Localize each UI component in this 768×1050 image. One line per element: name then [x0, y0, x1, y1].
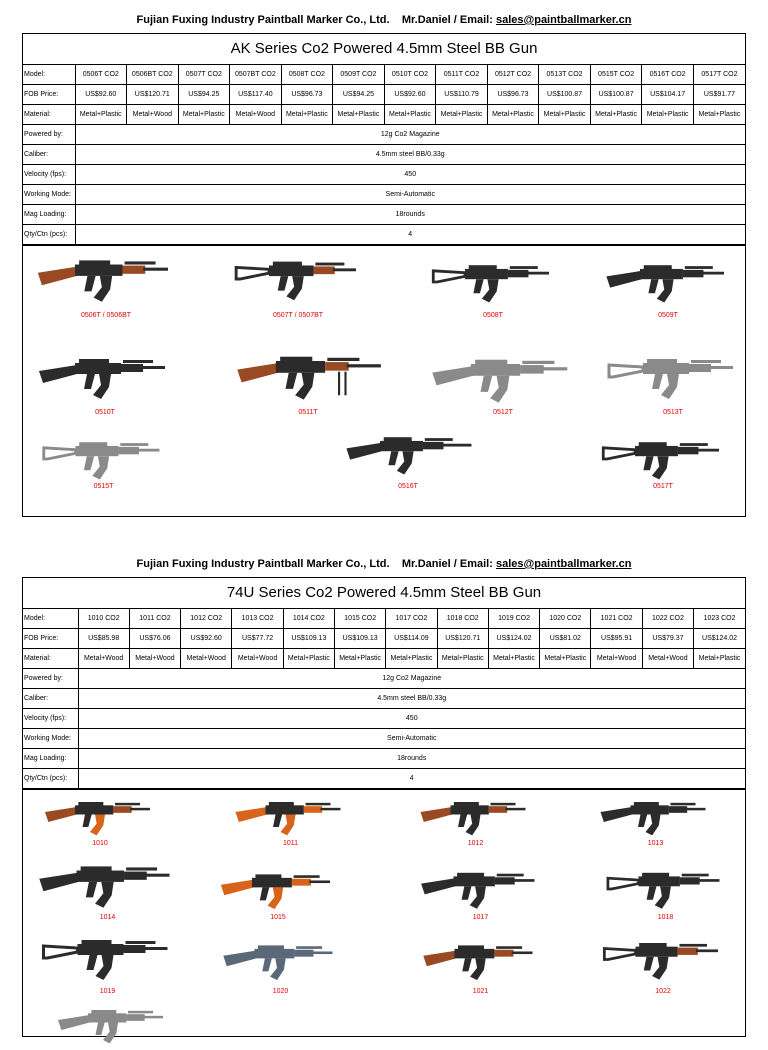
price-cell: US$92.60 — [75, 85, 127, 105]
bb-gun-photo — [588, 792, 723, 842]
product-caption: 0517T — [653, 483, 673, 490]
row-label: Mag Loading: — [23, 205, 75, 225]
product-caption: 1020 — [272, 988, 289, 995]
product-image — [408, 792, 543, 842]
product-caption: 1014 — [99, 914, 116, 921]
material-cell: Metal+Plastic — [694, 649, 745, 669]
bb-gun-photo — [48, 1000, 178, 1050]
material-cell: Metal+Plastic — [540, 649, 591, 669]
product-caption: 0507T / 0507BT — [272, 312, 324, 319]
product-caption: 1018 — [657, 914, 674, 921]
bb-gun-photo — [31, 248, 181, 310]
bb-gun-photo — [418, 254, 568, 310]
price-cell: US$117.40 — [230, 85, 282, 105]
model-cell: 1012 CO2 — [181, 609, 232, 629]
price-cell: US$109.13 — [283, 629, 334, 649]
model-cell: 0506BT CO2 — [127, 65, 179, 85]
product-image — [35, 792, 165, 842]
shared-spec-value: 4.5mm steel BB/0.33g — [78, 689, 745, 709]
model-cell: 1018 CO2 — [437, 609, 488, 629]
material-cell: Metal+Plastic — [333, 105, 385, 125]
model-cell: 0517T CO2 — [693, 65, 745, 85]
bb-gun-photo — [35, 928, 180, 988]
product-gallery — [23, 245, 745, 508]
material-cell: Metal+Plastic — [488, 649, 539, 669]
product-caption: 1015 — [270, 914, 286, 921]
product-image — [208, 935, 353, 987]
bb-gun-photo — [408, 862, 553, 916]
material-cell: Metal+Plastic — [283, 649, 334, 669]
price-cell: US$92.60 — [384, 85, 436, 105]
product-caption: 0512T — [493, 409, 513, 416]
product-image — [593, 862, 738, 916]
product-caption: 1017 — [472, 914, 489, 921]
material-cell: Metal+Plastic — [487, 105, 539, 125]
product-image — [588, 431, 738, 487]
model-cell: 1011 CO2 — [129, 609, 180, 629]
row-label: Qty/Ctn (pcs): — [23, 225, 75, 245]
model-cell: 0506T CO2 — [75, 65, 127, 85]
contact-label: Mr.Daniel / Email: — [401, 14, 493, 26]
row-label: Material: — [23, 105, 75, 125]
spec-row — [23, 689, 745, 709]
material-cell: Metal+Wood — [232, 649, 283, 669]
material-cell: Metal+Plastic — [386, 649, 437, 669]
model-cell: 1021 CO2 — [591, 609, 642, 629]
spec-row — [23, 769, 745, 789]
product-caption: 1010 — [92, 840, 108, 847]
price-cell: US$77.72 — [232, 629, 283, 649]
shared-spec-value: 450 — [75, 165, 745, 185]
model-cell: 0507BT CO2 — [230, 65, 282, 85]
shared-spec-value: 12g Co2 Magazine — [75, 125, 745, 145]
row-label: FOB Price: — [23, 85, 75, 105]
spec-row — [23, 669, 745, 689]
model-cell: 0512T CO2 — [487, 65, 539, 85]
shared-spec-value: 450 — [78, 709, 745, 729]
material-cell: Metal+Plastic — [437, 649, 488, 669]
price-cell: US$79.37 — [642, 629, 693, 649]
material-cell: Metal+Plastic — [693, 105, 745, 125]
product-image — [588, 792, 723, 842]
email-link[interactable]: sales@paintballmarker.cn — [495, 558, 632, 570]
bb-gun-photo — [208, 935, 353, 987]
model-row — [23, 609, 745, 629]
model-cell: 1014 CO2 — [283, 609, 334, 629]
spec-row — [23, 729, 745, 749]
product-caption: 0515T — [93, 483, 114, 490]
price-cell: US$92.60 — [181, 629, 232, 649]
model-cell: 1010 CO2 — [78, 609, 129, 629]
contact-label: Mr.Daniel / Email: — [401, 558, 493, 570]
product-caption: 1011 — [282, 840, 299, 847]
product-image — [31, 431, 176, 487]
shared-spec-value: 4.5mm steel BB/0.33g — [75, 145, 745, 165]
model-cell: 1015 CO2 — [334, 609, 385, 629]
shared-spec-value: Semi-Automatic — [78, 729, 745, 749]
product-image — [603, 346, 743, 408]
material-cell: Metal+Wood — [127, 105, 179, 125]
material-row — [23, 649, 745, 669]
product-caption: 0511T — [298, 409, 318, 416]
price-cell: US$109.13 — [334, 629, 385, 649]
material-cell: Metal+Plastic — [178, 105, 230, 125]
row-label: Qty/Ctn (pcs): — [23, 769, 78, 789]
price-cell: US$76.06 — [129, 629, 180, 649]
product-image — [31, 248, 181, 310]
price-cell: US$81.02 — [540, 629, 591, 649]
price-row — [23, 85, 745, 105]
bb-gun-photo — [223, 792, 358, 842]
shared-spec-value: 4 — [78, 769, 745, 789]
product-image — [418, 254, 568, 310]
product-image — [233, 341, 383, 411]
row-label: Mag Loading: — [23, 749, 78, 769]
model-cell: 0510T CO2 — [384, 65, 436, 85]
spec-row — [23, 749, 745, 769]
bb-gun-photo — [31, 431, 176, 487]
product-image — [48, 1000, 178, 1050]
spec-table — [23, 609, 745, 789]
product-image — [35, 928, 180, 988]
bb-gun-photo — [233, 341, 383, 411]
product-gallery — [23, 789, 745, 1050]
bb-gun-photo — [35, 792, 165, 842]
bb-gun-photo — [408, 935, 553, 987]
material-cell: Metal+Plastic — [436, 105, 488, 125]
model-cell: 0515T CO2 — [590, 65, 642, 85]
bb-gun-photo — [588, 431, 738, 487]
spec-table — [23, 65, 745, 245]
product-image — [35, 854, 180, 916]
price-cell: US$91.77 — [693, 85, 745, 105]
header-line — [0, 14, 768, 26]
product-caption: 1012 — [467, 840, 484, 847]
material-cell: Metal+Wood — [642, 649, 693, 669]
row-label: Model: — [23, 65, 75, 85]
material-cell: Metal+Plastic — [334, 649, 385, 669]
price-cell: US$104.17 — [642, 85, 694, 105]
price-cell: US$120.71 — [437, 629, 488, 649]
product-caption: 0510T — [95, 409, 115, 416]
material-cell: Metal+Plastic — [281, 105, 333, 125]
bb-gun-photo — [228, 250, 368, 308]
shared-spec-value: 18rounds — [78, 749, 745, 769]
price-cell: US$100.87 — [539, 85, 591, 105]
row-label: Powered by: — [23, 669, 78, 689]
spec-row — [23, 165, 745, 185]
shared-spec-value: 12g Co2 Magazine — [78, 669, 745, 689]
product-caption: 0506T / 0506BT — [80, 312, 132, 319]
product-image — [593, 932, 733, 987]
model-cell: 0513T CO2 — [539, 65, 591, 85]
company-name: Fujian Fuxing Industry Paintball Marker Co., Ltd. — [136, 558, 390, 570]
spec-row — [23, 225, 745, 245]
spec-row — [23, 145, 745, 165]
material-cell: Metal+Plastic — [75, 105, 127, 125]
product-image — [35, 341, 175, 413]
product-image — [598, 254, 738, 310]
material-cell: Metal+Wood — [591, 649, 642, 669]
model-cell: 0511T CO2 — [436, 65, 488, 85]
bb-gun-photo — [408, 792, 543, 842]
row-label: Caliber: — [23, 689, 78, 709]
model-row — [23, 65, 745, 85]
price-cell: US$120.71 — [127, 85, 179, 105]
price-cell: US$114.09 — [386, 629, 437, 649]
material-row — [23, 105, 745, 125]
shared-spec-value: Semi-Automatic — [75, 185, 745, 205]
bb-gun-photo — [598, 254, 738, 310]
shared-spec-value: 18rounds — [75, 205, 745, 225]
spec-row — [23, 709, 745, 729]
model-cell: 1022 CO2 — [642, 609, 693, 629]
bb-gun-photo — [593, 932, 733, 987]
product-image — [408, 935, 553, 987]
shared-spec-value: 4 — [75, 225, 745, 245]
price-cell: US$96.73 — [487, 85, 539, 105]
model-cell: 0509T CO2 — [333, 65, 385, 85]
price-cell: US$124.02 — [488, 629, 539, 649]
product-caption: 0509T — [658, 312, 678, 319]
model-cell: 1019 CO2 — [488, 609, 539, 629]
price-cell: US$94.25 — [333, 85, 385, 105]
bb-gun-photo — [428, 344, 578, 414]
row-label: Velocity (fps): — [23, 165, 75, 185]
material-cell: Metal+Plastic — [539, 105, 591, 125]
bb-gun-photo — [603, 346, 743, 408]
model-cell: 0507T CO2 — [178, 65, 230, 85]
model-cell: 1020 CO2 — [540, 609, 591, 629]
product-caption: 0508T — [483, 312, 503, 319]
sheet-title: 74U Series Co2 Powered 4.5mm Steel BB Gun — [23, 578, 745, 609]
price-cell: US$85.98 — [78, 629, 129, 649]
model-cell: 1013 CO2 — [232, 609, 283, 629]
price-row — [23, 629, 745, 649]
product-image — [223, 792, 358, 842]
price-cell: US$124.02 — [694, 629, 745, 649]
product-image — [428, 344, 578, 414]
spec-row — [23, 185, 745, 205]
price-cell: US$94.25 — [178, 85, 230, 105]
spec-row — [23, 125, 745, 145]
price-cell: US$110.79 — [436, 85, 488, 105]
row-label: Powered by: — [23, 125, 75, 145]
row-label: Working Mode: — [23, 729, 78, 749]
row-label: Caliber: — [23, 145, 75, 165]
product-sheet-ak — [22, 33, 746, 517]
product-image — [333, 426, 483, 482]
header-line — [0, 558, 768, 570]
material-cell: Metal+Plastic — [590, 105, 642, 125]
product-image — [228, 250, 368, 308]
material-cell: Metal+Wood — [230, 105, 282, 125]
model-cell: 0508T CO2 — [281, 65, 333, 85]
sheet-title: AK Series Co2 Powered 4.5mm Steel BB Gun — [23, 34, 745, 65]
price-cell: US$100.87 — [590, 85, 642, 105]
bb-gun-photo — [208, 864, 348, 916]
material-cell: Metal+Wood — [129, 649, 180, 669]
material-cell: Metal+Wood — [181, 649, 232, 669]
bb-gun-photo — [593, 862, 738, 916]
bb-gun-photo — [35, 854, 180, 916]
row-label: Velocity (fps): — [23, 709, 78, 729]
product-image — [208, 864, 348, 916]
product-caption: 1019 — [99, 988, 116, 995]
product-caption: 0513T — [663, 409, 683, 416]
bb-gun-photo — [333, 426, 483, 482]
material-cell: Metal+Plastic — [384, 105, 436, 125]
product-sheet-74u — [22, 577, 746, 1037]
model-cell: 1017 CO2 — [386, 609, 437, 629]
model-cell: 1023 CO2 — [694, 609, 745, 629]
product-caption: 1013 — [647, 840, 664, 847]
email-link[interactable]: sales@paintballmarker.cn — [495, 14, 632, 26]
row-label: Material: — [23, 649, 78, 669]
row-label: FOB Price: — [23, 629, 78, 649]
row-label: Working Mode: — [23, 185, 75, 205]
price-cell: US$95.91 — [591, 629, 642, 649]
product-caption: 1021 — [472, 988, 489, 995]
product-caption: 0516T — [398, 483, 418, 490]
spec-row — [23, 205, 745, 225]
model-cell: 0516T CO2 — [642, 65, 694, 85]
row-label: Model: — [23, 609, 78, 629]
product-image — [408, 862, 553, 916]
price-cell: US$96.73 — [281, 85, 333, 105]
material-cell: Metal+Plastic — [642, 105, 694, 125]
bb-gun-photo — [35, 341, 175, 413]
material-cell: Metal+Wood — [78, 649, 129, 669]
company-name: Fujian Fuxing Industry Paintball Marker Co., Ltd. — [136, 14, 390, 26]
product-caption: 1022 — [655, 988, 671, 995]
